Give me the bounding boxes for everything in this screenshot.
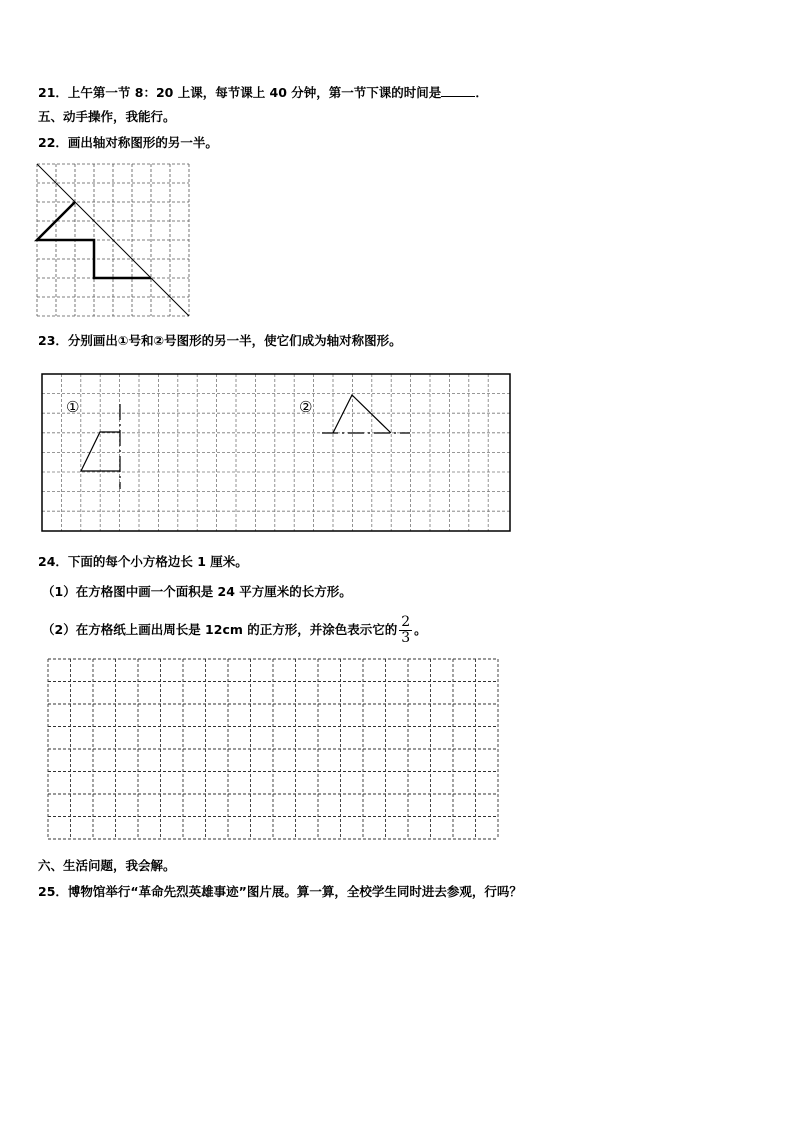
- question-text-c: 号图形的另一半，使它们成为轴对称图形。: [164, 333, 402, 348]
- part-2-text: （2）在方格纸上画出周长是 12cm 的正方形，并涂色表示它的: [42, 622, 398, 637]
- question-number: 21．: [38, 85, 68, 100]
- fraction-numerator: 2: [401, 614, 411, 630]
- question-24-part-2: [42, 613, 427, 647]
- fraction-denominator: 3: [401, 630, 411, 646]
- question-number: 22．: [38, 135, 68, 150]
- question-number: 25．: [38, 884, 68, 899]
- question-24: [38, 554, 248, 570]
- section-5-title: 五、动手操作，我能行。: [38, 109, 176, 124]
- part-2-end: 。: [414, 622, 427, 637]
- question-25: [38, 884, 522, 900]
- circled-number-2: ②: [153, 333, 165, 348]
- question-number: 24．: [38, 554, 68, 569]
- question-number: 23．: [38, 333, 68, 348]
- fraction: [399, 615, 412, 646]
- question-22: [38, 135, 218, 151]
- figure-2-half-shape: [333, 395, 391, 433]
- circled-number-1: ①: [117, 333, 129, 348]
- section-6-title: 六、生活问题，我会解。: [38, 858, 176, 873]
- question-21: [38, 84, 488, 101]
- question-text: 上午第一节 8：20 上课，每节课上 40 分钟，第一节下课的时间是: [67, 85, 442, 100]
- question-23: [38, 333, 402, 349]
- grid-lines: [48, 659, 498, 839]
- answer-blank[interactable]: [441, 84, 475, 97]
- q23-grid-figure: [42, 374, 512, 532]
- grid-lines: [42, 374, 510, 531]
- question-text: 博物馆举行“革命先烈英雄事迹”图片展。算一算，全校学生同时进去参观，行吗？: [67, 884, 522, 899]
- question-text-b: 号和: [128, 333, 154, 348]
- question-text-a: 分别画出: [67, 333, 118, 348]
- question-text: 下面的每个小方格边长 1 厘米。: [67, 554, 248, 569]
- question-text: 画出轴对称图形的另一半。: [67, 135, 218, 150]
- question-end-punct: ．: [475, 85, 488, 100]
- figure-label-1: ①: [66, 398, 80, 416]
- q22-symmetry-grid-figure: [37, 164, 191, 318]
- question-24-part-1: （1）在方格图中画一个面积是 24 平方厘米的长方形。: [42, 584, 352, 599]
- q24-blank-grid[interactable]: [48, 659, 502, 841]
- figure-label-2: ②: [299, 398, 313, 416]
